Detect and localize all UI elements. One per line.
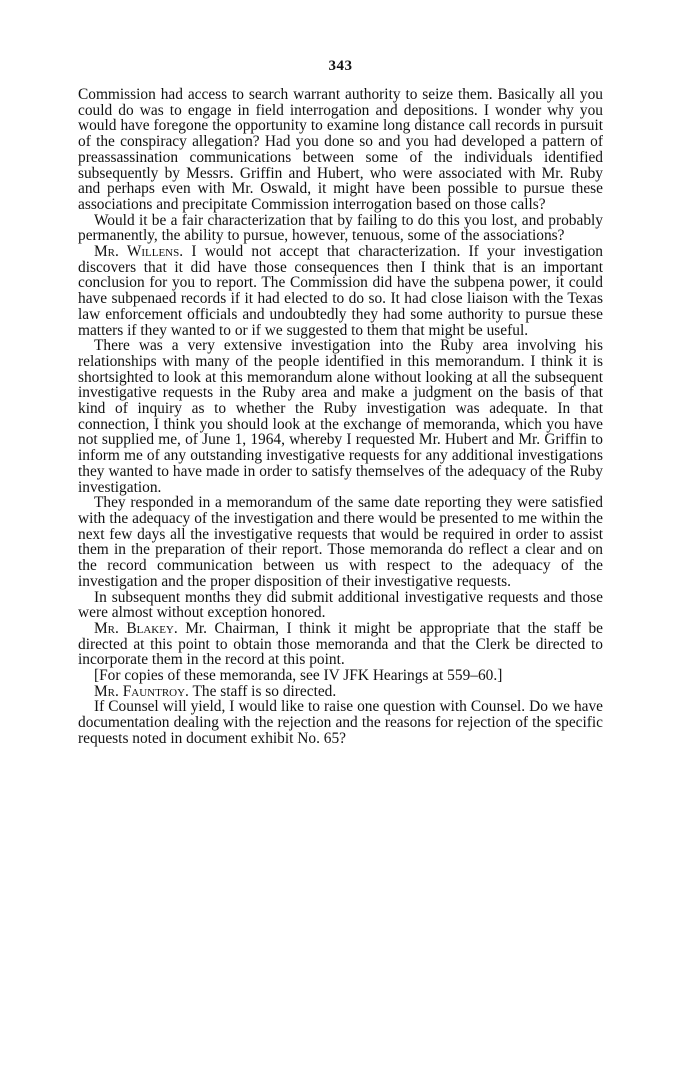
paragraph (78, 684, 603, 700)
paragraph (78, 244, 603, 338)
paragraph: They responded in a memorandum of the same date reporting they were satisfied with the adequacy of the investigation and there would be presented to me within the next few days all the investigative requests that would be required in order to assist them in the preparation of their report. Those memoranda do reflect a clear and on the record communication between us with respect to the adequacy of the investigation and the proper disposition of their investigative requests. (78, 494, 603, 590)
paragraph-text: The staff is so directed. (192, 682, 337, 700)
transcript-body (78, 87, 603, 747)
paragraph: Commission had access to search warrant authority to seize them. Basically all you could do was to engage in field interrogation and depositions. I wonder why you would have foregone the opportunity to examine long distance call records in pursuit of the conspiracy allegation? Had you done so and you had developed a pattern of preassassination communications between some of the individuals identified subsequently by Messrs. Griffin and Hubert, who were associated with Mr. Ruby and perhaps even with Mr. Oswald, it might have been possible to pursue these associations and precipitate Commission interrogation based on those calls? (78, 86, 603, 213)
paragraph-text: I would not accept that characterization. If your investigation discovers that it did have those consequences then I think that is an important conclusion for you to report. The Commission did have the subpena power, it could have subpenaed records if it had elected to do so. It had close liaison with the Texas law enforcement officials and undoubtedly they had some authority to pursue these matters if they wanted to or if we suggested to them that might be useful. (78, 243, 603, 339)
document-page (78, 58, 603, 747)
paragraph-text: Mr. Chairman, I think it might be appropriate that the staff be directed at this point to obtain those memoranda and that the Clerk be directed to incorporate them in the record at this point. (78, 619, 603, 669)
paragraph: There was a very extensive investigation into the Ruby area involving his relationships with many of the people identified in this memorandum. I think it is shortsighted to look at this memorandum alone without looking at all the subsequent investigative requests in the Ruby area and make a judgment on the basis of that kind of inquiry as to whether the Ruby investigation was adequate. In that connection, I think you should look at the exchange of memoranda, which you have not supplied me, of June 1, 1964, whereby I requested Mr. Hubert and Mr. Griffin to inform me of any outstanding investigative requests for any additional investigations they wanted to have made in order to satisfy themselves of the adequacy of the Ruby investigation. (78, 337, 603, 496)
speaker-name: Mr. Fauntroy. (94, 682, 189, 700)
paragraph: In subsequent months they did submit additional investigative requests and those were almost without exception honored. (78, 588, 603, 622)
speaker-name: Mr. Willens. (94, 243, 184, 261)
paragraph: Would it be a fair characterization that by failing to do this you lost, and probably permanently, the ability to pursue, however, tenuous, some of the associations? (78, 211, 603, 245)
page-number: 343 (328, 58, 353, 74)
speaker-name: Mr. Blakey. (94, 619, 178, 637)
paragraph: If Counsel will yield, I would like to raise one question with Counsel. Do we have documentation dealing with the rejection and the reasons for rejection of the specific requests noted in document exhibit No. 65? (78, 698, 603, 747)
bracketed-note: [For copies of these memoranda, see IV JFK Hearings at 559–60.] (94, 667, 503, 685)
paragraph (78, 621, 603, 668)
